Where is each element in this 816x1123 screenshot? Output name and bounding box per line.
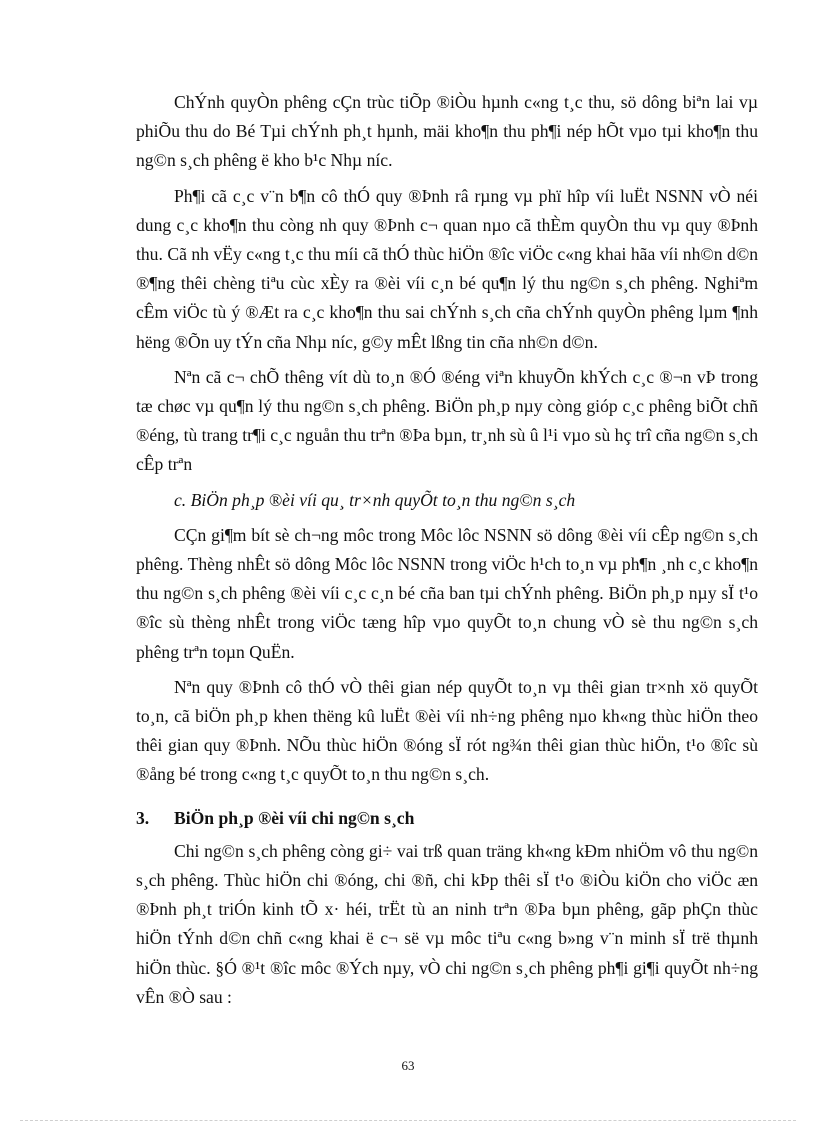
section-title: BiÖn ph¸p ®èi víi chi ng©n s¸ch [174, 807, 415, 828]
paragraph: ChÝnh quyÒn phêng cÇn trùc tiÕp ®iÒu hµnh c«ng t¸c thu, sö dông biªn lai vµ phiÕu thu do Bé Tµi chÝnh ph¸t hµnh, mäi kho¶n thu ph¶i nép hÕt vµo tµi kho¶n thu ng©n s¸ch phêng ë kho b¹c Nhµ níc. [136, 92, 758, 171]
section-number: 3. [136, 807, 150, 828]
paragraph: CÇn gi¶m bít sè ch¬ng môc trong Môc lôc NSNN sö dông ®èi víi cÊp ng©n s¸ch phêng. Thèng nhÊt sö dông Môc lôc NSNN trong viÖc h¹ch to¸n vµ ph¶n ¸nh c¸c kho¶n thu ng©n s¸ch phêng ®èi víi c¸c c¸n bé cña ban tµi chÝnh phêng. BiÖn ph¸p nµy sÏ t¹o ®îc sù thèng nhÊt trong viÖc tæng hîp vµo quyÕt to¸n chung vÒ sè thu ng©n s¸ch phêng trªn toµn QuËn. [136, 524, 758, 662]
page-number: 63 [401, 1058, 415, 1073]
paragraph: Nªn quy ®Þnh cô thÓ vÒ thêi gian nép quyÕt to¸n vµ thêi gian tr×nh xö quyÕt to¸n, cã biÖn ph¸p khen thëng kû luËt ®èi víi nh÷ng phêng nµo kh«ng thùc hiÖn theo thêi gian quy ®Þnh. NÕu thùc hiÖn ®óng sÏ rót ng¾n thêi gian thùc hiÖn, t¹o ®îc sù ®ång bé trong c«ng t¸c quyÕt to¸n thu ng©n s¸ch. [136, 676, 758, 785]
paragraph: Ph¶i cã c¸c v¨n b¶n cô thÓ quy ®Þnh râ rµng vµ phï hîp víi luËt NSNN vÒ néi dung c¸c kho¶n thu còng nh quy ®Þnh c¬ quan nµo cã thÈm quyÒn thu vµ quy ®Þnh thu. Cã nh vËy c«ng t¸c thu míi cã thÓ thùc hiÖn ®îc viÖc c«ng khai hãa víi nh©n d©n ®¶ng thêi chèng tiªu cùc xÈy ra ®èi víi c¸n bé qu¶n lý thu ng©n s¸ch phêng. Nghiªm cÊm viÖc tù ý ®Æt ra c¸c kho¶n thu sai chÝnh s¸ch cña chÝnh quyÒn phêng lµm ¶nh hëng ®Õn uy tÝn cña Nhµ níc, g©y mÊt lßng tin cña nh©n d©n. [136, 185, 758, 352]
paragraph: Nªn cã c¬ chÕ thêng vít dù to¸n ®Ó ®éng viªn khuyÕn khÝch c¸c ®¬n vÞ trong tæ chøc vµ qu¶n lý thu ng©n s¸ch phêng. BiÖn ph¸p nµy còng gióp c¸c phêng biÕt chñ ®éng, tù trang tr¶i c¸c nguån thu trªn ®Þa bµn, tr¸nh sù û l¹i vµo sù hç trî cña ng©n s¸ch cÊp trªn [136, 366, 758, 475]
section-heading [136, 804, 758, 833]
body-text [136, 88, 758, 1018]
page-bottom-divider [20, 1120, 796, 1121]
subsection-heading: c. BiÖn ph¸p ®èi víi qu¸ tr×nh quyÕt to¸n thu ng©n s¸ch [174, 489, 576, 510]
paragraph: Chi ng©n s¸ch phêng còng gi÷ vai trß quan träng kh«ng kÐm nhiÖm vô thu ng©n s¸ch phêng. Thùc hiÖn chi ®óng, chi ®ñ, chi kÞp thêi sÏ t¹o ®iÒu kiÖn cho viÖc æn ®Þnh ph¸t triÓn kinh tÕ x· héi, trËt tù an ninh trªn ®Þa bµn phêng, gãp phÇn thùc hiÖn tÝnh d©n chñ c«ng khai ë c¬ së vµ môc tiªu c«ng b»ng v¨n minh sÏ trë thµnh hiÖn thùc. §Ó ®¹t ®îc môc ®Ých nµy, vÒ chi ng©n s¸ch phêng ph¶i gi¶i quyÕt nh÷ng vÊn ®Ò sau : [136, 840, 758, 1007]
